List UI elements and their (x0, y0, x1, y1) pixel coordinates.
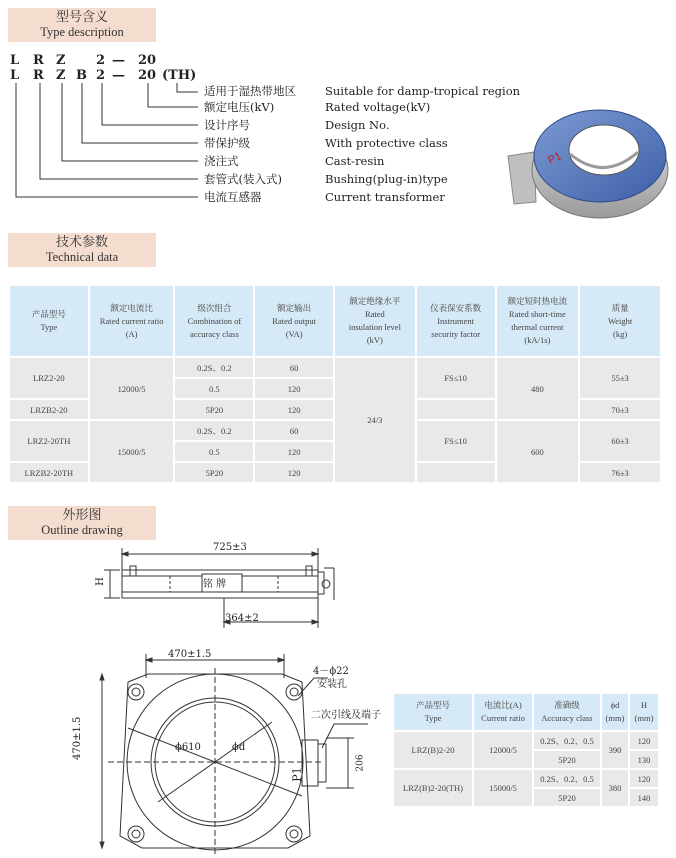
section-title-en: Outline drawing (41, 523, 123, 537)
cell-security: FS≤10 (416, 357, 496, 399)
header-cell: 准确级 Accuracy class (533, 693, 601, 731)
cell-security (416, 462, 496, 483)
dim-front-height: 470±1.5 (72, 716, 83, 760)
code-char: 20 (138, 53, 157, 68)
technical-data-table (8, 284, 662, 484)
type-item-en: Bushing(plug-in)type (325, 172, 448, 186)
product-photo (500, 84, 675, 224)
cell-class: 0.2S、0.2 (174, 420, 254, 441)
hole-label: 4－ϕ22 (313, 666, 349, 677)
cell-type: LRZ2-20TH (9, 420, 89, 462)
cell-accuracy: 5P20 (533, 788, 601, 807)
outline-table (392, 692, 660, 808)
cell-class: 5P20 (174, 399, 254, 420)
code-char: 20 (138, 68, 157, 83)
code-char: L (10, 53, 20, 68)
cell-class: 0.5 (174, 441, 254, 462)
cell-weight: 60±3 (579, 420, 661, 462)
dim-offset: 364±2 (225, 613, 259, 624)
cell-output: 60 (254, 357, 334, 378)
type-item-en: Current transformer (325, 190, 445, 204)
code-char: 2 (96, 68, 106, 83)
type-item-en: With protective class (325, 136, 448, 150)
p1-terminal-label: P1 (290, 767, 304, 782)
front-view-drawing (88, 648, 398, 858)
cell-type: LRZB2-20 (9, 399, 89, 420)
type-item-zh: 设计序号 (204, 118, 250, 132)
cell-output: 120 (254, 441, 334, 462)
outline-drawing-header (8, 506, 156, 540)
hole-label2: 安装孔 (317, 679, 347, 690)
nameplate-label: 铭 牌 (203, 579, 227, 590)
dim-outer-dia: ϕ610 (175, 742, 201, 753)
cell-ratio: 15000/5 (89, 420, 175, 483)
cell-h: 140 (629, 788, 659, 807)
type-item-en: Rated voltage(kV) (325, 100, 431, 114)
cell-type: LRZB2-20TH (9, 462, 89, 483)
cell-security (416, 399, 496, 420)
terminal-label: 二次引线及端子 (311, 710, 381, 721)
dim-inner-dia: ϕd (232, 742, 246, 753)
dim-width-total: 725±3 (213, 542, 247, 553)
header-cell: 额定短时热电流 Rated short-time thermal current (kA/1s) (496, 285, 580, 357)
technical-data-header (8, 233, 156, 267)
cell-accuracy: 0.2S、0.2、0.5 (533, 731, 601, 750)
section-title-zh: 外形图 (62, 508, 102, 523)
section-title-zh: 技术参数 (55, 235, 108, 250)
cell-d: 380 (601, 769, 629, 807)
cell-ratio: 15000/5 (473, 769, 533, 807)
table-header-row (393, 693, 659, 731)
cell-type: LRZ(B)2-20(TH) (393, 769, 473, 807)
table-row (393, 769, 659, 788)
cell-accuracy: 0.2S、0.2、0.5 (533, 769, 601, 788)
code-char: — (112, 53, 125, 68)
cell-thermal: 600 (496, 420, 580, 483)
type-item-zh: 电流互感器 (204, 190, 262, 204)
p1-label: P1 (546, 150, 564, 167)
header-cell: 质量 Weight (kg) (579, 285, 661, 357)
code-char: Z (56, 68, 66, 83)
code-char: R (33, 53, 44, 68)
cell-output: 60 (254, 420, 334, 441)
code-char: R (33, 68, 44, 83)
type-item-zh: 带保护级 (204, 136, 250, 150)
cell-h: 120 (629, 731, 659, 750)
dim-h-label: H (94, 577, 106, 586)
table-row (393, 731, 659, 750)
code-char: (TH) (162, 68, 197, 83)
type-item-en: Design No. (325, 118, 390, 132)
table-header-row (9, 285, 661, 357)
code-char: Z (56, 53, 66, 68)
type-item-zh: 额定电压(kV) (204, 100, 275, 114)
cell-type: LRZ2-20 (9, 357, 89, 399)
cell-ratio: 12000/5 (473, 731, 533, 769)
dim-206: 206 (355, 754, 366, 772)
cell-type: LRZ(B)2-20 (393, 731, 473, 769)
header-cell: 仪表保安系数 Instrument security factor (416, 285, 496, 357)
cell-output: 120 (254, 399, 334, 420)
cell-security: FS≤10 (416, 420, 496, 462)
cell-thermal: 480 (496, 357, 580, 420)
cell-d: 390 (601, 731, 629, 769)
code-char: B (76, 68, 87, 83)
header-cell: 电流比(A) Current ratio (473, 693, 533, 731)
cell-h: 130 (629, 750, 659, 769)
type-item-zh: 浇注式 (204, 154, 239, 168)
table-row (9, 357, 661, 378)
header-cell: 额定输出 Rated output (VA) (254, 285, 334, 357)
header-cell: 额定电流比 Rated current ratio (A) (89, 285, 175, 357)
cell-class: 0.2S、0.2 (174, 357, 254, 378)
cell-output: 120 (254, 462, 334, 483)
header-cell: H (mm) (629, 693, 659, 731)
header-cell: 产品型号 Type (393, 693, 473, 731)
header-cell: ϕd (mm) (601, 693, 629, 731)
cell-output: 120 (254, 378, 334, 399)
cell-ratio: 12000/5 (89, 357, 175, 420)
cell-accuracy: 5P20 (533, 750, 601, 769)
code-char: 2 (96, 53, 106, 68)
cell-weight: 70±3 (579, 399, 661, 420)
side-view-drawing (80, 540, 370, 640)
cell-insulation: 24/3 (334, 357, 416, 483)
header-cell: 级次组合 Combination of accuracy class (174, 285, 254, 357)
type-item-zh: 适用于湿热带地区 (204, 84, 296, 98)
type-item-zh: 套管式(装入式) (204, 172, 282, 186)
section-title-zh: 型号含义 (55, 10, 108, 25)
section-title-en: Type description (40, 25, 124, 39)
cell-weight: 76±3 (579, 462, 661, 483)
cell-class: 0.5 (174, 378, 254, 399)
type-item-en: Cast-resin (325, 154, 385, 168)
code-char: — (112, 68, 125, 83)
cell-class: 5P20 (174, 462, 254, 483)
cell-h: 120 (629, 769, 659, 788)
section-title-en: Technical data (45, 250, 119, 264)
dim-front-width: 470±1.5 (168, 649, 212, 660)
cell-weight: 55±3 (579, 357, 661, 399)
code-leader-lines (0, 0, 220, 210)
type-item-en: Suitable for damp-tropical region (325, 84, 521, 98)
header-cell: 产品型号 Type (9, 285, 89, 357)
header-cell: 额定绝缘水平 Rated insulation level (kV) (334, 285, 416, 357)
code-char: L (10, 68, 20, 83)
